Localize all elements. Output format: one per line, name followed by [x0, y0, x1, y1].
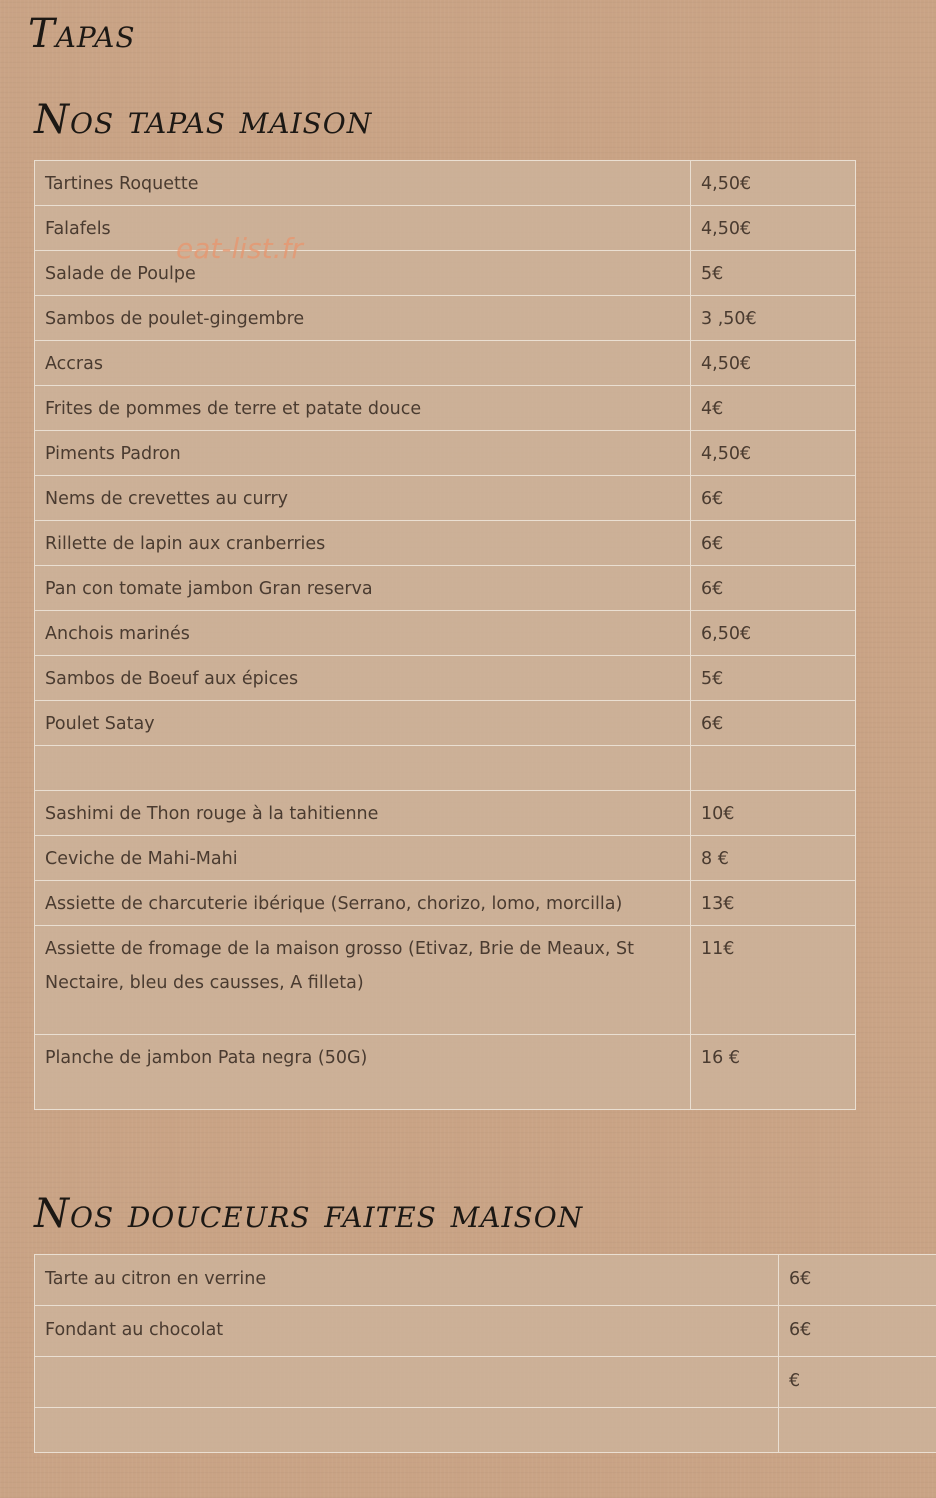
item-name: Assiette de fromage de la maison grosso (Etivaz, Brie de Meaux, St Nectaire, bleu des causses, A filleta): [35, 926, 691, 1035]
item-name: Sashimi de Thon rouge à la tahitienne: [35, 791, 691, 836]
item-price: 16 €: [691, 1035, 856, 1110]
item-name: Frites de pommes de terre et patate douce: [35, 386, 691, 431]
item-price: 4,50€: [691, 431, 856, 476]
item-price: 8 €: [691, 836, 856, 881]
table-row-empty: [35, 1408, 936, 1453]
item-price: 4,50€: [691, 161, 856, 206]
item-name: [35, 1408, 779, 1453]
item-price: [691, 746, 856, 791]
item-name: [35, 1357, 779, 1408]
table-row: [35, 611, 856, 656]
table-row: [35, 1357, 936, 1408]
table-row: [35, 206, 856, 251]
item-name: Poulet Satay: [35, 701, 691, 746]
table-row: [35, 251, 856, 296]
table-row: [35, 836, 856, 881]
desserts-menu-table: [34, 1254, 936, 1453]
item-price: 6€: [779, 1255, 936, 1306]
item-name: Fondant au chocolat: [35, 1306, 779, 1357]
item-price: 6€: [779, 1306, 936, 1357]
tapas-menu-table: [34, 160, 856, 1110]
item-name: [35, 746, 691, 791]
table-row: [35, 296, 856, 341]
page-title: Tapas: [28, 11, 136, 57]
item-price: 10€: [691, 791, 856, 836]
table-row: [35, 476, 856, 521]
item-name: Sambos de Boeuf aux épices: [35, 656, 691, 701]
table-row: [35, 161, 856, 206]
item-price: 6€: [691, 521, 856, 566]
table-row: [35, 521, 856, 566]
item-price: 6€: [691, 476, 856, 521]
desserts-menu-body: [35, 1255, 936, 1453]
item-name: Pan con tomate jambon Gran reserva: [35, 566, 691, 611]
item-price: 3 ,50€: [691, 296, 856, 341]
item-name: Sambos de poulet-gingembre: [35, 296, 691, 341]
table-row: [35, 1255, 936, 1306]
tapas-menu-body: [35, 161, 856, 1110]
table-row: [35, 656, 856, 701]
item-price: 5€: [691, 656, 856, 701]
table-row: [35, 1306, 936, 1357]
item-price: 4,50€: [691, 341, 856, 386]
item-name: Falafels: [35, 206, 691, 251]
item-price: 4€: [691, 386, 856, 431]
item-price: 6,50€: [691, 611, 856, 656]
table-row: [35, 431, 856, 476]
item-name: Rillette de lapin aux cranberries: [35, 521, 691, 566]
item-price: 11€: [691, 926, 856, 1035]
item-price: [779, 1408, 936, 1453]
section-title-tapas: Nos tapas maison: [34, 97, 373, 143]
item-name: Accras: [35, 341, 691, 386]
item-name: Anchois marinés: [35, 611, 691, 656]
table-row: [35, 1035, 856, 1110]
table-row: [35, 881, 856, 926]
item-price: €: [779, 1357, 936, 1408]
table-row-empty: [35, 746, 856, 791]
item-price: 5€: [691, 251, 856, 296]
item-name: Assiette de charcuterie ibérique (Serrano, chorizo, lomo, morcilla): [35, 881, 691, 926]
item-name: Salade de Poulpe: [35, 251, 691, 296]
watermark: eat-list.fr: [176, 232, 303, 265]
table-row: [35, 926, 856, 1035]
item-name: Planche de jambon Pata negra (50G): [35, 1035, 691, 1110]
item-name: Tartines Roquette: [35, 161, 691, 206]
item-price: 6€: [691, 566, 856, 611]
item-name: Tarte au citron en verrine: [35, 1255, 779, 1306]
table-row: [35, 791, 856, 836]
section-title-desserts: Nos douceurs faites maison: [34, 1191, 584, 1237]
item-price: 6€: [691, 701, 856, 746]
item-price: 13€: [691, 881, 856, 926]
item-name: Nems de crevettes au curry: [35, 476, 691, 521]
table-row: [35, 341, 856, 386]
item-price: 4,50€: [691, 206, 856, 251]
table-row: [35, 701, 856, 746]
item-name: Ceviche de Mahi-Mahi: [35, 836, 691, 881]
table-row: [35, 566, 856, 611]
table-row: [35, 386, 856, 431]
item-name: Piments Padron: [35, 431, 691, 476]
